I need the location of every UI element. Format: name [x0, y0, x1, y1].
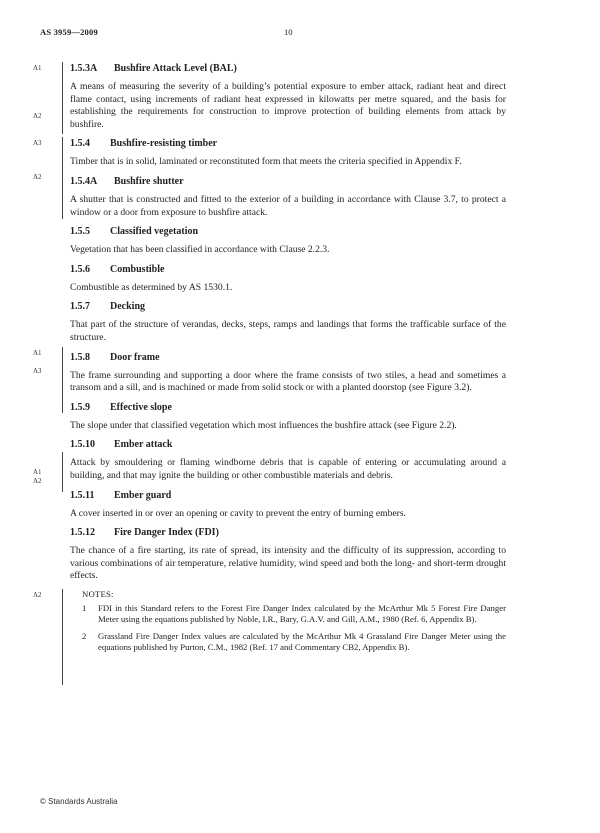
section-number: 1.5.6 — [70, 263, 90, 275]
amendment-mark: A3 — [33, 139, 42, 148]
section-text: A means of measuring the severity of a building’s potential exposure to ember attack, radiant heat and direct flame contact, using increments of radiant heat expressed in kilowatts per metre squared, and the basis for establishing the requirements for construction to improve protection of building elements from attack by bushfire. — [70, 81, 506, 130]
section-number: 1.5.8 — [70, 351, 90, 363]
section-number: 1.5.4 — [70, 138, 90, 150]
document-body — [33, 62, 506, 660]
section-1-5-4 — [33, 137, 506, 169]
section-title: Fire Danger Index (FDI) — [114, 527, 219, 539]
section-heading — [70, 351, 506, 364]
section-heading — [70, 175, 506, 188]
section-title: Bushfire Attack Level (BAL) — [114, 63, 237, 74]
section-heading — [70, 225, 506, 238]
amendment-bar — [62, 452, 63, 492]
section-title: Effective slope — [110, 401, 172, 413]
standard-code: AS 3959—2009 — [40, 27, 98, 37]
amendment-mark: A1 — [33, 64, 42, 72]
section-text: Combustible as determined by AS 1530.1. — [70, 281, 233, 293]
page-number: 10 — [284, 27, 293, 37]
section-text: A shutter that is constructed and fitted to the exterior of a building in accordance with Clause 3.7, to protect a window or a door from exposure to bushfire attack. — [70, 193, 506, 218]
section-text: The frame surrounding and supporting a door where the frame consists of two stiles, a head and sometimes a transom and a sill, and is machined or made from solid stock or with a planted doorstop (see Figure 3.2). — [70, 369, 506, 394]
note-text: FDI in this Standard refers to the Forest Fire Danger Index calculated by the McArthur Mk 5 Forest Fire Danger Meter using the equations published by Noble, I.R., Bary, G.A.V. and Gill, A.M., 1980 (Ref. 6, Appendix B). — [98, 602, 506, 625]
amendment-mark: A3 — [33, 366, 42, 375]
amendment-bar — [62, 347, 63, 413]
section-number: 1.5.7 — [70, 301, 90, 313]
section-1-5-7 — [70, 300, 506, 344]
section-1-5-11 — [70, 489, 506, 521]
section-title: Ember attack — [114, 439, 173, 451]
section-title: Classified vegetation — [110, 226, 199, 238]
section-heading — [70, 438, 506, 451]
section-text: That part of the structure of verandas, decks, steps, ramps and landings that forms the trafficable surface of the structure. — [70, 319, 506, 343]
note-item — [82, 602, 506, 625]
section-number: 1.5.9 — [70, 401, 90, 413]
section-heading — [70, 401, 506, 414]
note-item — [82, 631, 506, 653]
section-text: Timber that is in solid, laminated or reconstituted form that meets the criteria specified in Appendix F. — [70, 156, 462, 168]
section-heading — [70, 137, 506, 150]
amendment-mark: A2 — [33, 590, 42, 599]
amendment-mark: A2 — [33, 112, 42, 120]
amendment-mark: A2 — [33, 172, 42, 181]
section-text: A cover inserted in or over an opening or cavity to prevent the entry of burning embers. — [70, 507, 406, 519]
section-text: Attack by smouldering or flaming windborne debris that is capable of entering or accumulating around a building, and that may ignite the building or other combustible materials and debris. — [70, 457, 506, 481]
amendment-mark: A1 — [33, 468, 42, 477]
section-1-5-3a — [33, 62, 506, 131]
section-number: 1.5.12 — [70, 527, 95, 539]
section-heading — [70, 489, 506, 502]
section-text: Vegetation that has been classified in accordance with Clause 2.2.3. — [70, 244, 330, 256]
section-heading — [70, 300, 506, 313]
section-number: 1.5.4A — [70, 175, 98, 187]
notes-block — [33, 588, 506, 654]
section-1-5-9 — [70, 401, 506, 433]
section-1-5-5 — [70, 225, 506, 257]
section-title: Bushfire-resisting timber — [110, 138, 218, 150]
section-text: The slope under that classified vegetation which most influences the bushfire attack (see Figure 2.2). — [70, 419, 457, 431]
section-text: The chance of a fire starting, its rate of spread, its intensity and the difficulty of its suppression, according to various combinations of air temperature, relative humidity, wind speed and both the long- and short-term drought effects. — [70, 545, 506, 582]
copyright-footer: © Standards Australia — [40, 797, 118, 806]
section-heading — [70, 263, 506, 276]
section-1-5-6 — [70, 263, 506, 295]
section-title: Bushfire shutter — [114, 175, 184, 187]
section-title: Combustible — [110, 263, 165, 275]
amendment-mark: A1 — [33, 348, 42, 357]
section-title: Decking — [110, 301, 145, 313]
note-text: Grassland Fire Danger Index values are calculated by the McArthur Mk 4 Grassland Fire Danger Meter using the equations published by Purton, C.M., 1982 (Ref. 17 and Commentary CB2, Appendix B). — [98, 631, 506, 653]
section-title: Ember guard — [114, 489, 172, 501]
section-number: 1.5.10 — [70, 439, 95, 451]
section-number: 1.5.11 — [70, 489, 95, 501]
section-heading — [70, 526, 506, 539]
section-number: 1.5.3A — [70, 63, 98, 74]
section-title: Door frame — [110, 351, 160, 363]
amendment-bar — [62, 171, 63, 219]
amendment-mark: A2 — [33, 477, 42, 486]
notes-heading: NOTES: — [82, 588, 114, 599]
section-1-5-10 — [33, 438, 506, 486]
section-1-5-12 — [33, 526, 506, 654]
amendment-bar — [62, 589, 63, 685]
section-1-5-4a — [33, 172, 506, 219]
note-number: 2 — [82, 631, 87, 642]
amendment-bar — [62, 62, 63, 134]
note-number: 1 — [82, 602, 87, 613]
section-heading — [70, 62, 506, 75]
section-number: 1.5.5 — [70, 226, 90, 238]
section-1-5-8 — [33, 348, 506, 395]
